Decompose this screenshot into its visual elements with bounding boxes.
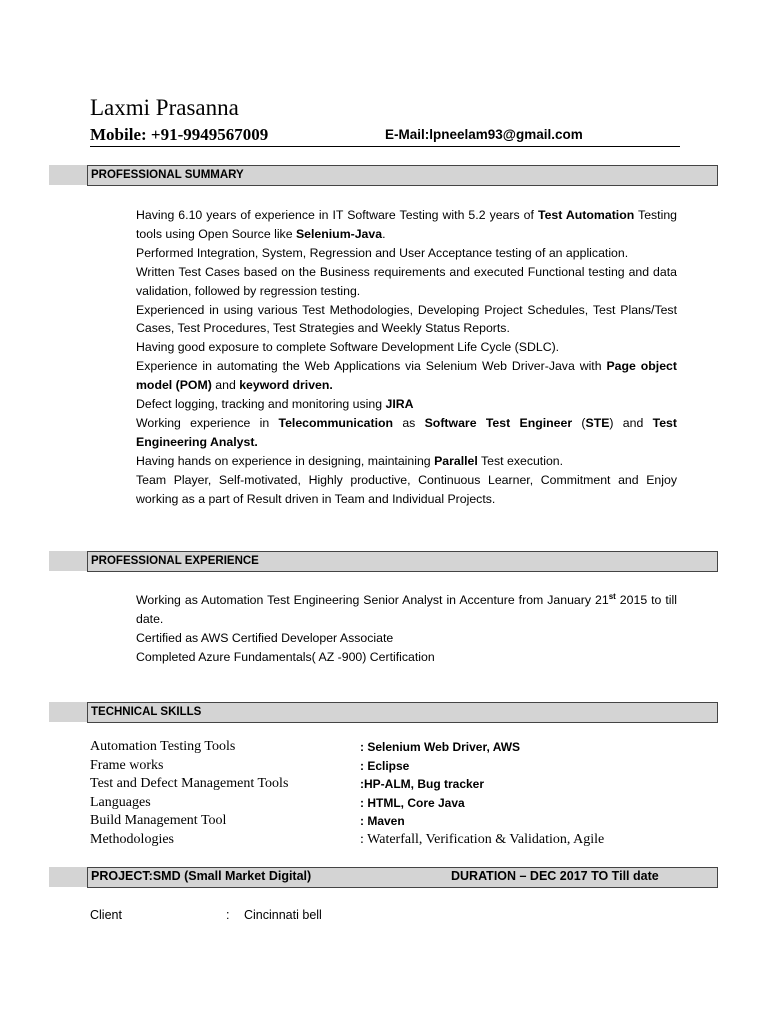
client-label: Client [90,908,122,922]
summary-heading: PROFESSIONAL SUMMARY [91,169,244,181]
summary-line-5: Having good exposure to complete Software Development Life Cycle (SDLC). [136,340,560,355]
skill-label: Test and Defect Management Tools [90,776,289,791]
client-separator: : [226,908,230,922]
experience-heading: PROFESSIONAL EXPERIENCE [91,555,259,567]
experience-body [136,591,677,667]
skill-label: Languages [90,795,151,810]
client-value: Cincinnati bell [244,908,322,922]
skill-value: : Maven [360,814,405,828]
summary-line-8: Working experience in Telecommunication as Software Test Engineer (STE) and Test Engineering Analyst. [136,415,677,449]
summary-line-10: Team Player, Self-motivated, Highly productive, Continuous Learner, Commitment and Enjoy working as a part of Result driven in Team and Individual Projects. [136,472,677,506]
skill-label: Build Management Tool [90,813,227,828]
summary-body [136,206,677,509]
skill-value: :HP-ALM, Bug tracker [360,777,485,791]
summary-line-4: Experienced in using various Test Methodologies, Developing Project Schedules, Test Plans/Test Cases, Test Procedures, Test Strategies and Weekly Status Reports. [136,302,677,336]
project-heading: PROJECT:SMD (Small Market Digital) [91,869,312,883]
summary-line-9: Having hands on experience in designing, maintaining Parallel Test execution. [136,453,564,468]
experience-line-1: Working as Automation Test Engineering Senior Analyst in Accenture from January 21st 2015 to till date. [136,591,677,626]
skills-section-header [49,702,718,722]
mobile-number: Mobile: +91-9949567009 [90,125,269,144]
header-rule [90,146,680,147]
experience-section-header [49,551,718,571]
experience-line-2: Certified as AWS Certified Developer Associate [136,630,394,645]
skill-value: : Waterfall, Verification & Validation, Agile [360,832,605,847]
skill-value: : HTML, Core Java [360,796,465,810]
candidate-name: Laxmi Prasanna [90,95,239,120]
project-section-header [49,867,718,887]
summary-line-3: Written Test Cases based on the Business requirements and executed Functional testing and data validation, followed by regression testing. [136,264,677,298]
experience-line-3: Completed Azure Fundamentals( AZ -900) Certification [136,649,435,664]
summary-section-header [49,165,718,185]
summary-line-2: Performed Integration, System, Regression and User Acceptance testing of an application. [136,245,629,260]
skills-heading: TECHNICAL SKILLS [91,706,202,718]
summary-line-6: Experience in automating the Web Applications via Selenium Web Driver-Java with Page object model (POM) and keyword driven. [136,359,677,393]
email-address: E-Mail:lpneelam93@gmail.com [385,127,583,142]
skill-value: : Eclipse [360,759,410,773]
skill-label: Frame works [90,758,164,773]
skill-value: : Selenium Web Driver, AWS [360,740,521,754]
summary-line-7: Defect logging, tracking and monitoring using JIRA [136,397,414,412]
project-duration: DURATION – DEC 2017 TO Till date [451,869,659,883]
summary-line-1: Having 6.10 years of experience in IT Software Testing with 5.2 years of Test Automation Testing tools using Open Source like Selenium-Java. [136,208,678,241]
skill-label: Automation Testing Tools [90,739,236,754]
skill-label: Methodologies [90,832,174,847]
